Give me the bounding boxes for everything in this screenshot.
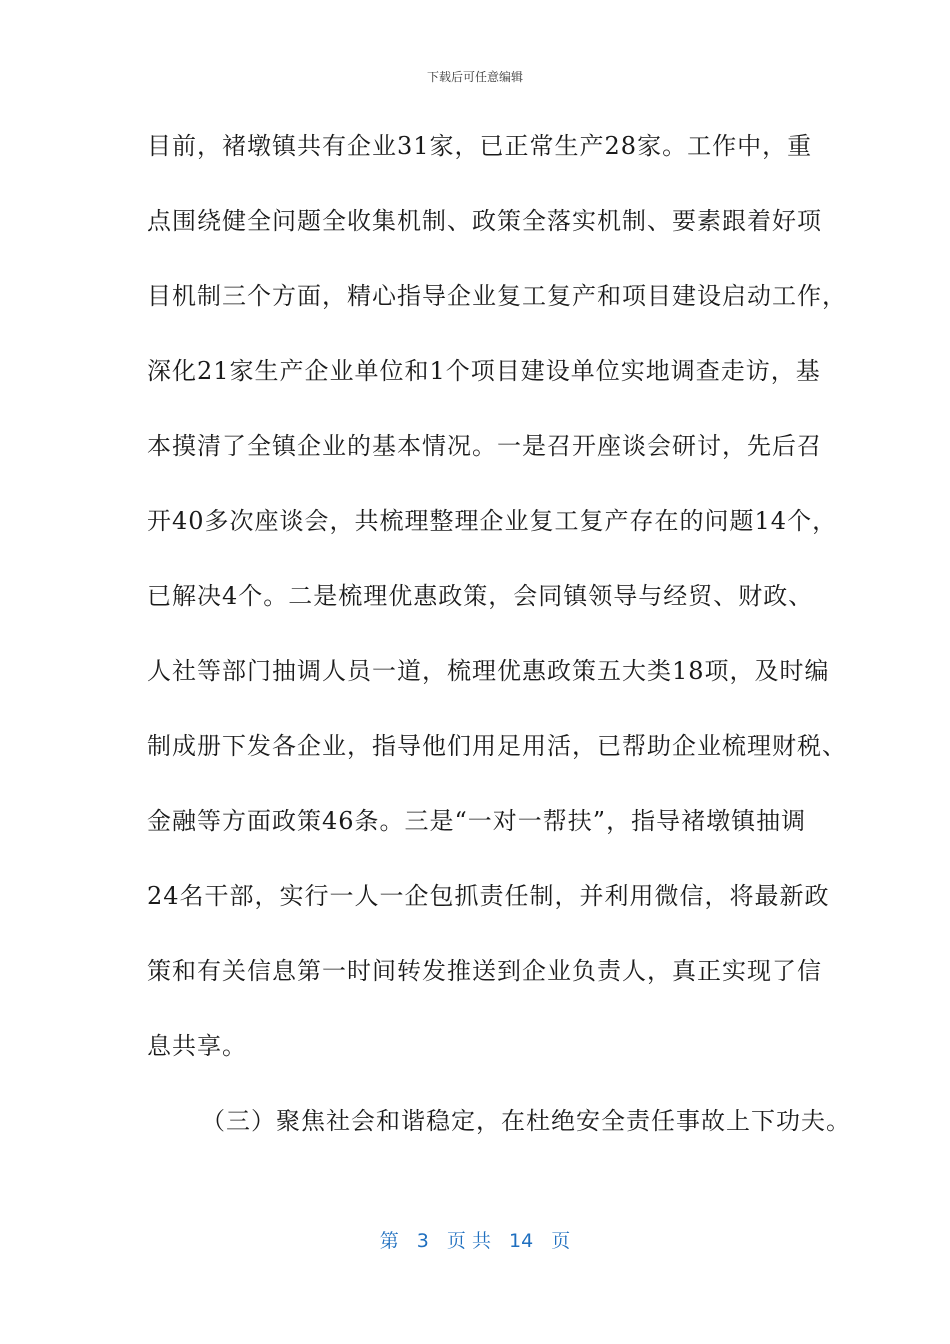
page-label-suffix: 页	[551, 1230, 571, 1252]
paragraph-line: 目前，褚墩镇共有企业31家，已正常生产28家。工作中，重	[147, 132, 813, 160]
paragraph-line: 24名干部，实行一人一企包抓责任制，并利用微信，将最新政	[147, 882, 830, 910]
page-label-prefix: 第	[379, 1230, 399, 1252]
download-note: 下载后可任意编辑	[426, 70, 523, 84]
section-heading: （三）聚焦社会和谐稳定，在杜绝安全责任事故上下功夫。	[201, 1107, 851, 1135]
paragraph-line: 息共享。	[147, 1032, 247, 1060]
current-page-number: 3	[416, 1230, 429, 1252]
paragraph-line: 制成册下发各企业，指导他们用足用活，已帮助企业梳理财税、	[147, 732, 847, 760]
document-body	[147, 128, 851, 1178]
page-label-middle: 页 共	[446, 1230, 491, 1252]
paragraph-line: 深化21家生产企业单位和1个项目建设单位实地调查走访，基	[147, 357, 821, 385]
paragraph-line: 已解决4个。二是梳理优惠政策，会同镇领导与经贸、财政、	[147, 582, 814, 610]
paragraph-line: 目机制三个方面，精心指导企业复工复产和项目建设启动工作，	[147, 282, 847, 310]
paragraph-line: 人社等部门抽调人员一道，梳理优惠政策五大类18项，及时编	[147, 657, 830, 685]
page-footer	[0, 1226, 950, 1253]
paragraph-line: 点围绕健全问题全收集机制、政策全落实机制、要素跟着好项	[147, 207, 822, 235]
paragraph-line: 开40多次座谈会，共梳理整理企业复工复产存在的问题14个，	[147, 507, 838, 535]
paragraph-line: 策和有关信息第一时间转发推送到企业负责人，真正实现了信	[147, 957, 822, 985]
paragraph-line: 金融等方面政策46条。三是“一对一帮扶”，指导褚墩镇抽调	[147, 807, 807, 835]
paragraph-line: 本摸清了全镇企业的基本情况。一是召开座谈会研讨，先后召	[147, 432, 822, 460]
total-pages-number: 14	[509, 1230, 534, 1252]
